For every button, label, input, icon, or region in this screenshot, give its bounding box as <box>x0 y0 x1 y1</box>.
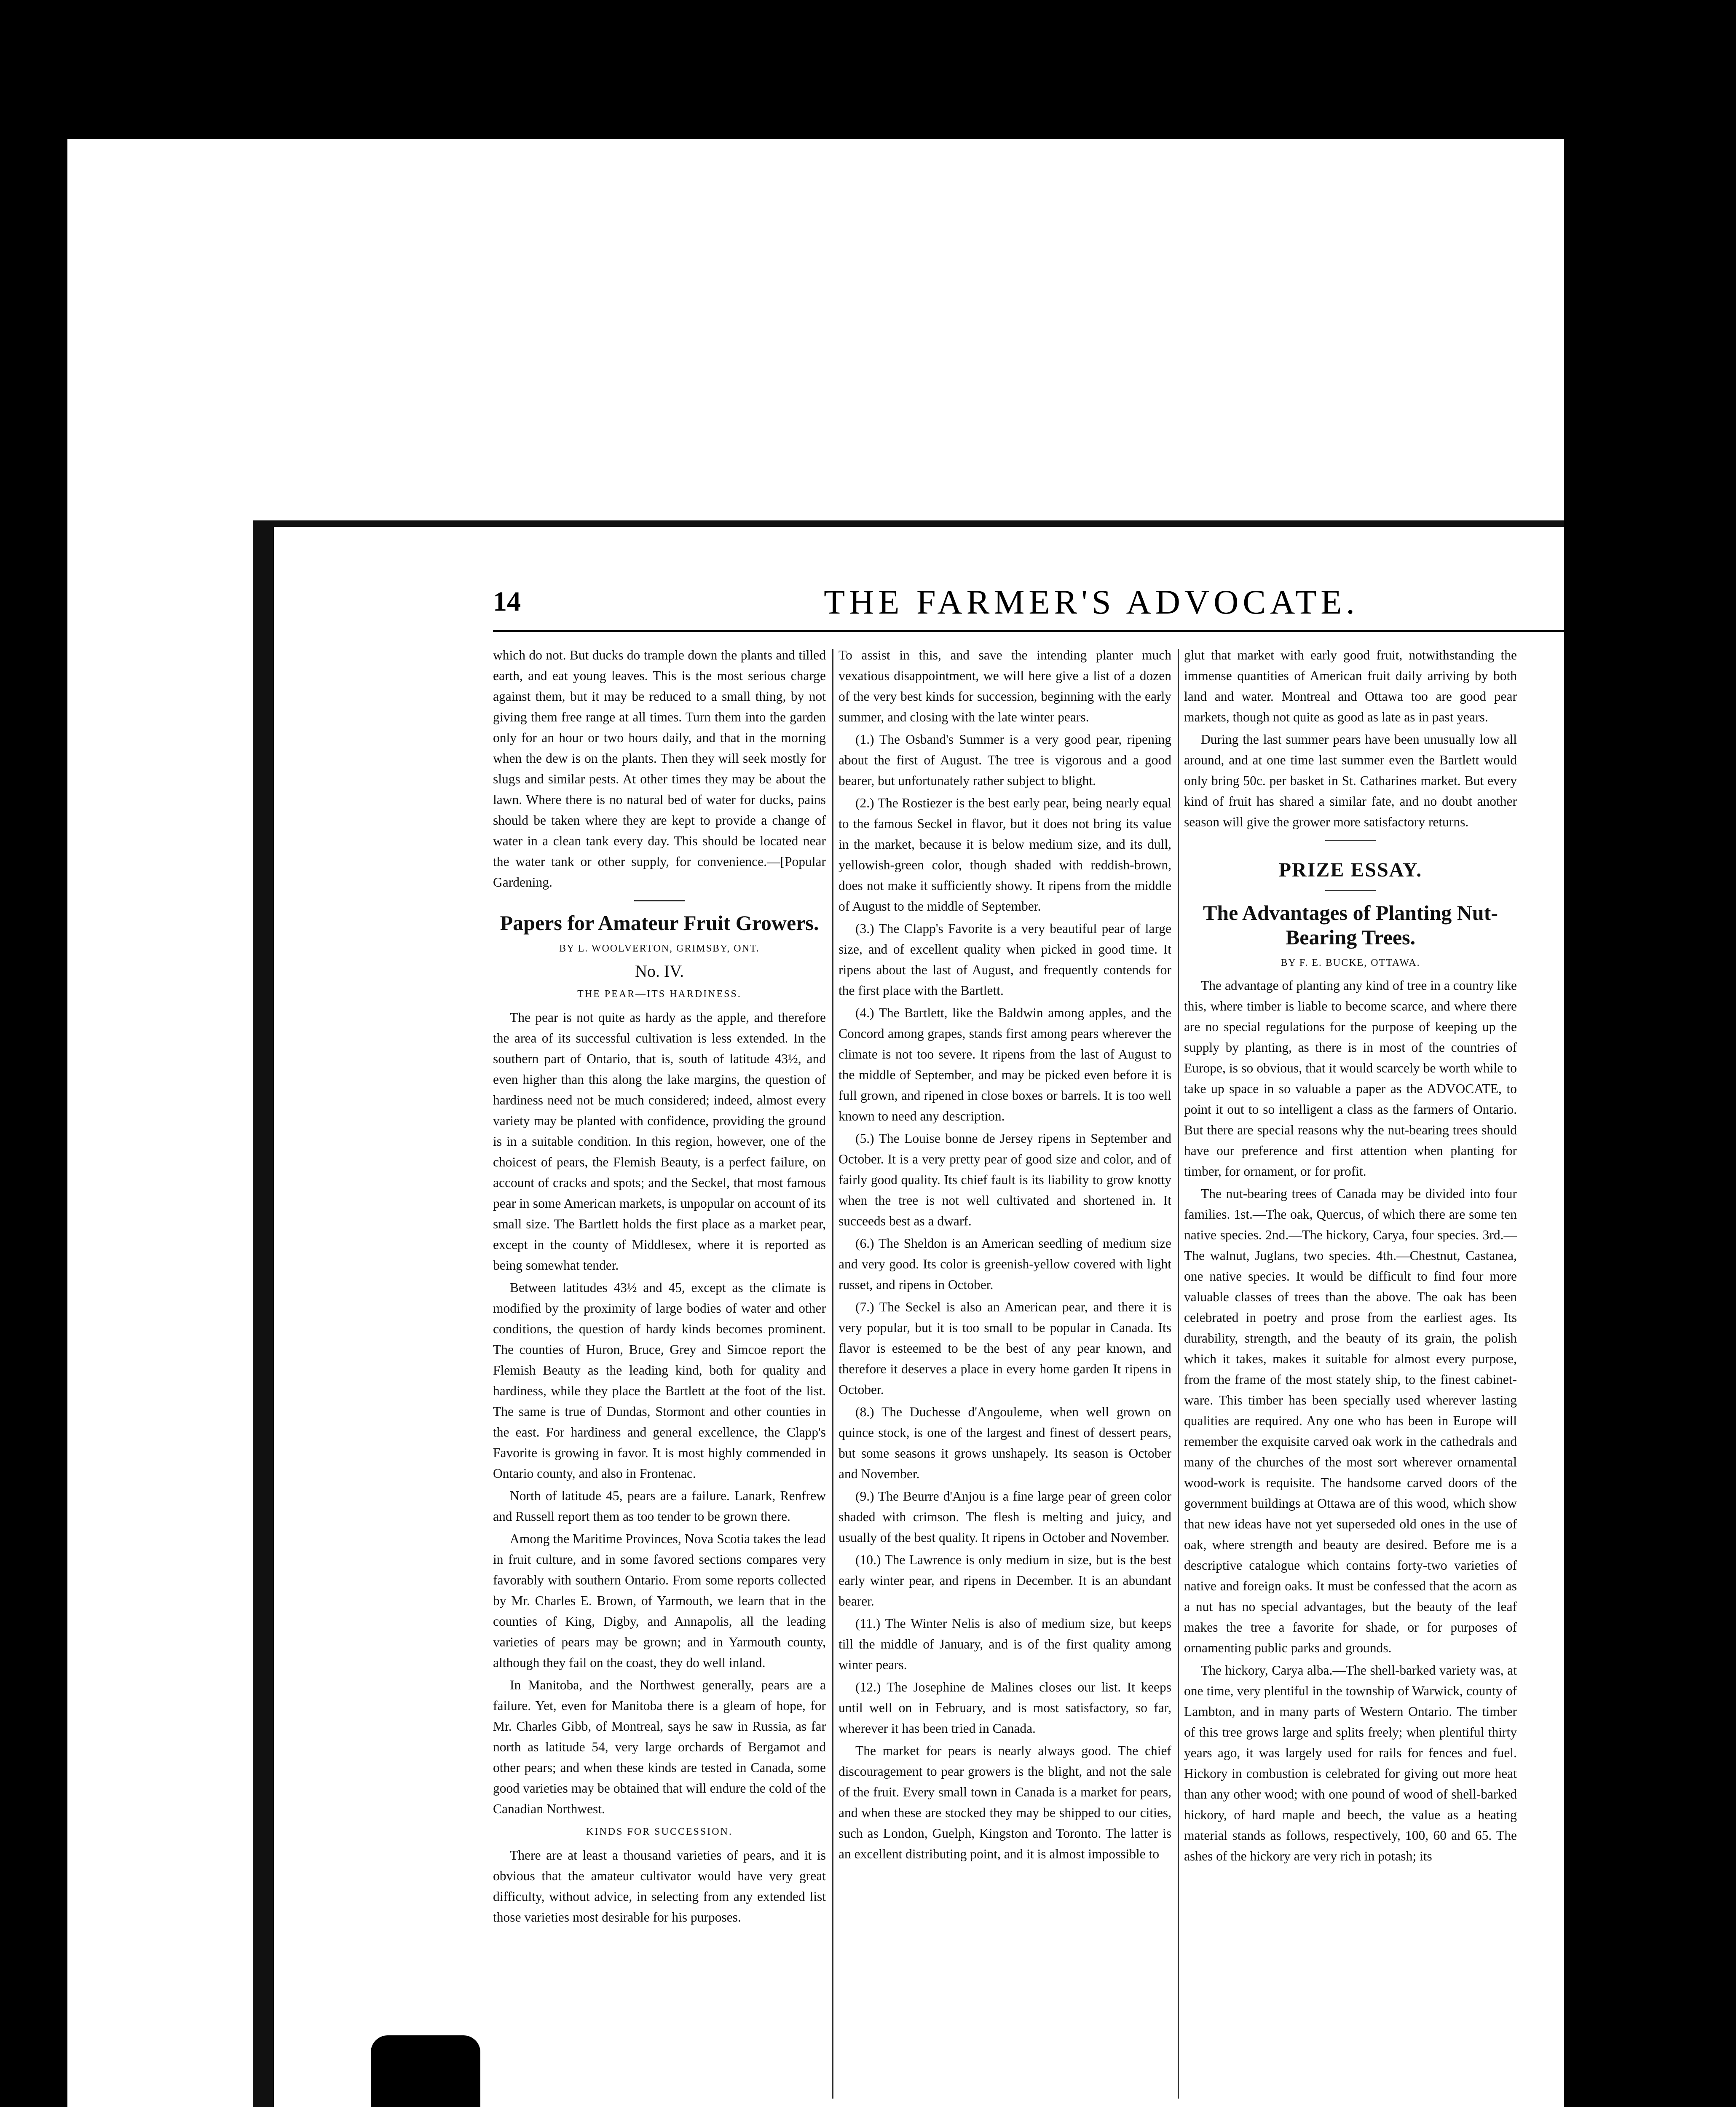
article-title: Papers for Amateur Fruit Growers. <box>500 911 819 935</box>
paragraph: (11.) The Winter Nelis is also of medium size, but keeps till the middle of January, and is of the first quality among winter pears. <box>839 1616 1171 1672</box>
subheading: KINDS FOR SUCCESSION. <box>586 1826 733 1837</box>
paragraph: North of latitude 45, pears are a failure. Lanark, Renfrew and Russell report them as too tender to be grown there. <box>493 1488 826 1524</box>
paragraph: Among the Maritime Provinces, Nova Scotia takes the lead in fruit culture, and in some favored sections compares very favorably with southern Ontario. From some reports collected by Mr. Charles E. Brown, of Yarmouth, we learn that in the counties of King, Digby, and Annapolis, all the leading varieties of pears may be grown; and in Yarmouth county, although they fail on the coast, they do well inland. <box>493 1531 826 1670</box>
column-2 <box>839 645 1171 2103</box>
paragraph: (4.) The Bartlett, like the Baldwin among apples, and the Concord among grapes, stands first among pears wherever the climate is not too severe. It ripens from the last of August to the middle of September, and may be picked even before it is full grown, and ripened in close boxes or barrels. It is too well known to need any description. <box>839 1005 1171 1123</box>
column-rule <box>832 649 833 2099</box>
paragraph: The market for pears is nearly always good. The chief discouragement to pear growers is the blight, and not the sale of the fruit. Every small town in Canada is a market for pears, and when these are stocked they may be shipped to our cities, such as London, Guelph, Kingston and Toronto. The latter is an excellent distributing point, and it is almost impossible to <box>839 1743 1171 1861</box>
paragraph: The pear is not quite as hardy as the apple, and therefore the area of its successful cultivation is less extended. In the southern part of Ontario, that is, south of latitude 43½, and even higher than this along the lake margins, the question of hardiness need not be much considered; indeed, almost every variety may be planted with confidence, providing the ground is in a suitable condition. In this region, however, one of the choicest of pears, the Flemish Beauty, is a perfect failure, on account of cracks and spots; and the Seckel, that most famous pear in some American markets, is unpopular on account of its small size. The Bartlett holds the first place as a market pear, except in the county of Middlesex, where it is reported as being somewhat tender. <box>493 1010 826 1273</box>
paragraph: There are at least a thousand varieties of pears, and it is obvious that the amateur cultivator would have very great difficulty, without advice, in selecting from any extended list those varieties most desirable for his purposes. <box>493 1848 826 1925</box>
paragraph: (3.) The Clapp's Favorite is a very beautiful pear of large size, and of excellent quality when picked in good time. It ripens about the last of August, and frequently contends for the first place with the Bartlett. <box>839 921 1171 998</box>
newspaper-page <box>274 527 1736 2107</box>
paragraph: The advantage of planting any kind of tree in a country like this, where timber is liable to become scarce, and where there are no special regulations for the purpose of keeping up the supply by planting, as there is in most of the countries of Europe, is so obvious, that it would scarcely be worth while to take up space in so valuable a paper as the ADVOCATE, to point it out to so intelligent a class as the farmers of Ontario. But there are special reasons why the nut-bearing trees should have our preference and first attention when planting for timber, for ornament, or for profit. <box>1184 978 1517 1179</box>
paragraph: glut that market with early good fruit, notwithstanding the immense quantities of American fruit daily arriving by both land and water. Montreal and Ottawa too are good pear markets, though not quite as good as late as in past years. <box>1184 648 1517 724</box>
paragraph: (6.) The Sheldon is an American seedling of medium size and very good. Its color is greenish-yellow covered with light russet, and ripens in October. <box>839 1236 1171 1292</box>
paragraph: The hickory, Carya alba.—The shell-barked variety was, at one time, very plentiful in the township of Warwick, county of Lambton, and in many parts of Western Ontario. The timber of this tree grows large and splits freely; when plentiful thirty years ago, it was largely used for rails for fences and fuel. Hickory in combustion is celebrated for giving out more heat than any other wood; with one pound of wood of shell-barked hickory, of hard maple and beech, the value as a heating material stands as follows, respectively, 100, 60 and 65. The ashes of the hickory are very rich in potash; its <box>1184 1663 1517 1863</box>
masthead-title: THE FARMER'S ADVOCATE. <box>824 583 1359 621</box>
paragraph: (1.) The Osband's Summer is a very good pear, ripening about the first of August. The tree is vigorous and a good bearer, but unfortunately rather subject to blight. <box>839 732 1171 788</box>
header-rule <box>493 630 1715 632</box>
paragraph: During the last summer pears have been unusually low all around, and at one time last summer even the Bartlett would only bring 50c. per basket in St. Catharines market. But every kind of fruit has shared a similar fate, and no doubt another season will give the grower more satisfactory returns. <box>1184 732 1517 829</box>
byline: BY F. E. BUCKE, OTTAWA. <box>1281 957 1420 968</box>
page-clip <box>371 2035 480 2107</box>
scan-top-border <box>0 0 1564 139</box>
paragraph: which do not. But ducks do trample down the plants and tilled earth, and eat young leaves. This is the most serious charge against them, but it may be reduced to a small thing, by not giving them free range at all times. Turn them into the garden only for an hour or two hours daily, and that in the morning when the dew is on the plants. Then they will seek mostly for slugs and similar pests. At other times they may be about the lawn. Where there is no natural bed of water for ducks, pains should be taken where they are kept to provide a change of water in a clean tank every day. This should be located near the water tank or other supply, for convenience.—[Popular Gardening. <box>493 648 826 890</box>
paragraph: (9.) The Beurre d'Anjou is a fine large pear of green color shaded with crimson. The flesh is melting and juicy, and usually of the best quality. It ripens in October and November. <box>839 1489 1171 1545</box>
byline: BY L. WOOLVERTON, GRIMSBY, ONT. <box>559 943 760 954</box>
column-rule <box>1178 649 1179 2099</box>
divider <box>634 900 685 901</box>
column-3 <box>1184 645 1517 2103</box>
page-number: 14 <box>493 586 521 617</box>
column-1 <box>493 645 826 2103</box>
series-number: No. IV. <box>635 962 684 981</box>
issue-date: Jan., 1886 <box>1623 586 1736 615</box>
divider <box>1325 890 1376 891</box>
paragraph: (2.) The Rostiezer is the best early pear, being nearly equal to the famous Seckel in flavor, but it does not bring its value in the market, because it is below medium size, and its dull, yellowish-green color, though shaded with reddish-brown, does not make it sufficiently showy. It ripens from the middle of August to the middle of September. <box>839 796 1171 914</box>
article-title: The Advantages of Planting Nut-Bearing Trees. <box>1203 901 1498 949</box>
divider <box>1325 840 1376 841</box>
subheading: THE PEAR—ITS HARDINESS. <box>577 989 742 1000</box>
paragraph: The nut-bearing trees of Canada may be divided into four families. 1st.—The oak, Quercus, of which there are some ten native species. 2nd.—The hickory, Carya, four species. 3rd.—The walnut, Juglans, two species. 4th.—Chestnut, Castanea, one native species. It would be difficult to find four more valuable classes of trees than the above. The oak has been celebrated in poetry and prose from the earliest ages. Its durability, strength, and the beauty of its grain, the polish which it takes, makes it suitable for almost every purpose, from the frame of the most stately ship, to the finest cabinet-ware. This timber has been specially used wherever lasting qualities are required. Any one who has been in Europe will remember the exquisite carved oak work in the cathedrals and many of the churches of the most sort wherever ornamental wood-work is requisite. The handsome carved doors of the government buildings at Ottawa are of this wood, which show that new ideas have not yet superseded old ones in the use of oak, where strength and beauty are desired. Before me is a descriptive catalogue which contains forty-two varieties of native and foreign oaks. It must be confessed that the acorn as a nut has no special advantages, but the beauty of the leaf makes the tree a favorite for shade, or for purposes of ornamenting public parks and grounds. <box>1184 1186 1517 1655</box>
paragraph: (7.) The Seckel is also an American pear, and there it is very popular, but it is too small to be popular in Canada. Its flavor is esteemed to be the best of any pear known, and therefore it deserves a place in every home garden It ripens in October. <box>839 1300 1171 1397</box>
paragraph: Between latitudes 43½ and 45, except as the climate is modified by the proximity of large bodies of water and other conditions, the question of hardy kinds becomes prominent. The counties of Huron, Bruce, Grey and Simcoe report the Flemish Beauty as the leading kind, both for quality and hardiness, while they place the Bartlett at the foot of the list. The same is true of Dundas, Stormont and other counties in the east. For hardiness and general excellence, the Clapp's Favorite is growing in favor. It is most highly commended in Ontario county, and also in Frontenac. <box>493 1280 826 1481</box>
paragraph: (10.) The Lawrence is only medium in size, but is the best early winter pear, and ripens in December. It is an abundant bearer. <box>839 1552 1171 1608</box>
paragraph: In Manitoba, and the Northwest generally, pears are a failure. Yet, even for Manitoba there is a gleam of hope, for Mr. Charles Gibb, of Montreal, says he saw in Russia, as far north as latitude 54, very large orchards of Bergamot and other pears; and when these kinds are tested in Canada, some good varieties may be obtained that will endure the cold of the Canadian Northwest. <box>493 1678 826 1816</box>
paragraph: (5.) The Louise bonne de Jersey ripens in September and October. It is a very pretty pear of good size and color, and of fairly good quality. Its chief fault is its liability to grow knotty when the tree is not well cultivated and shortened in. It succeeds best as a dwarf. <box>839 1131 1171 1228</box>
prize-essay-heading: PRIZE ESSAY. <box>1278 859 1423 881</box>
paragraph: (12.) The Josephine de Malines closes our list. It keeps until well on in February, and is most satisfactory, so far, wherever it has been tried in Canada. <box>839 1680 1171 1736</box>
paragraph: (8.) The Duchesse d'Angouleme, when well grown on quince stock, is one of the largest and finest of dessert pears, but some seasons it grows unshapely. Its season is October and November. <box>839 1405 1171 1481</box>
running-head <box>493 583 1736 632</box>
paragraph: To assist in this, and save the intending planter much vexatious disappointment, we will here give a list of a dozen of the very best kinds for succession, beginning with the early summer, and closing with the late winter pears. <box>839 648 1171 724</box>
